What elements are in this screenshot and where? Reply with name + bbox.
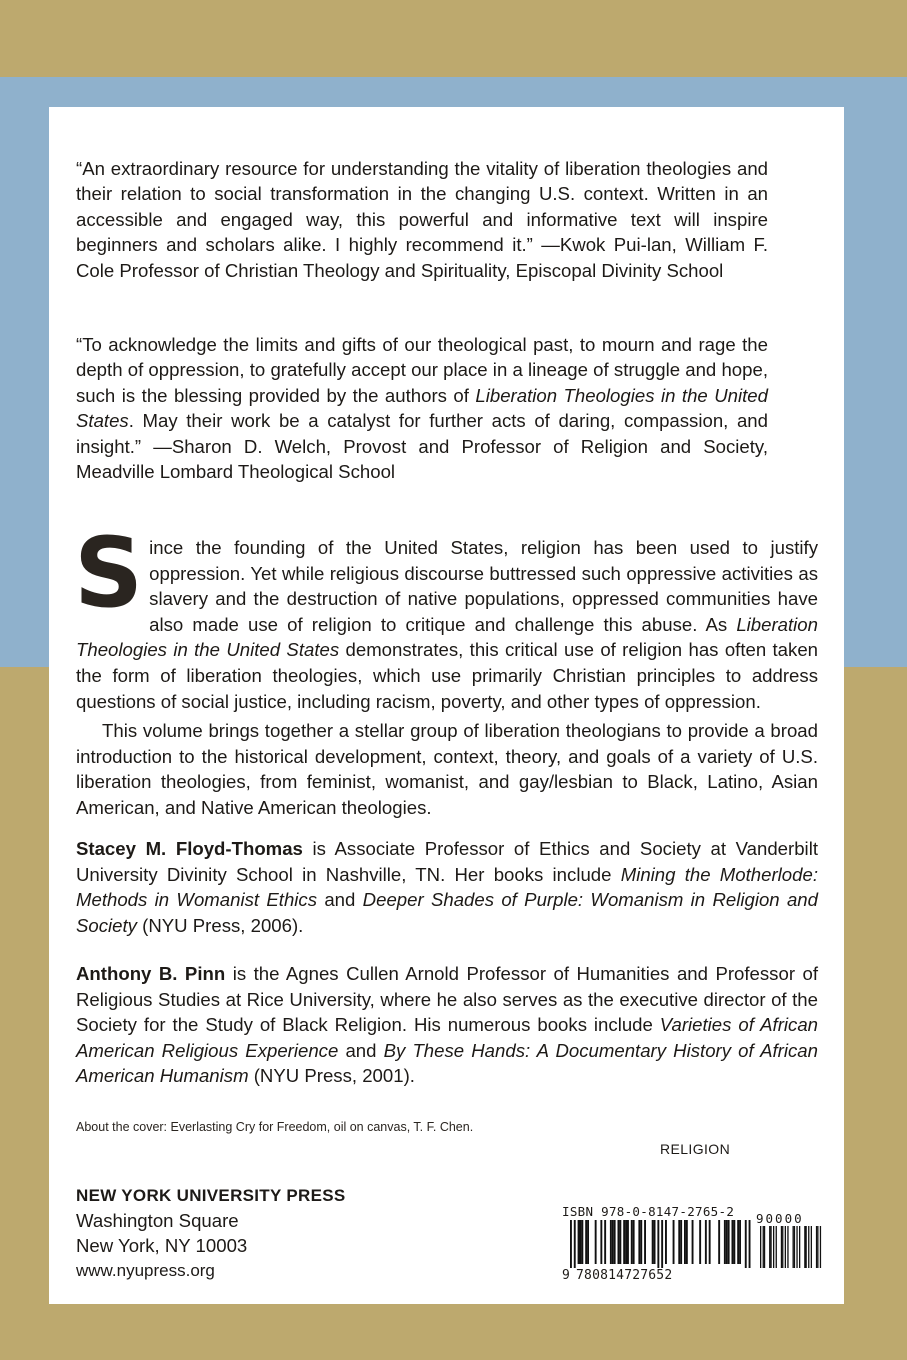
barcode-bar	[604, 1220, 606, 1264]
barcode-addon-bar	[806, 1226, 807, 1268]
barcode-bar	[686, 1220, 688, 1264]
barcode-addon-bar	[816, 1226, 817, 1268]
barcode-addon-bar	[817, 1226, 818, 1268]
publisher-name: NEW YORK UNIVERSITY PRESS	[76, 1186, 346, 1205]
barcode-bar	[618, 1220, 620, 1264]
barcode-bar	[709, 1220, 711, 1264]
quote-2-text: “To acknowledge the limits and gifts of our theological past, to mourn and rage the depth of oppression, to gratefully accept our place in a lineage of struggle and hope, such is the blessing provided by the authors of Liberation Theologies in the United States. May their work be a catalyst for further acts of daring, compassion, and insight.” —Sharon D. Welch, Provost and Professor of Religion and Society, Meadville Lombard Theological School	[76, 334, 768, 483]
barcode-addon-bar	[782, 1226, 783, 1268]
barcode-bar	[610, 1220, 612, 1264]
barcode-bar	[625, 1220, 627, 1264]
quote-1-text: “An extraordinary resource for understanding the vitality of liberation theologies and their relation to social transformation in the changing U.S. context. Written in an accessible and engaged way, this powerful and informative text will inspire beginners and scholars alike. I highly recommend it.” —Kwok Pui-lan, William F. Cole Professor of Christian Theology and Spirituality, Episcopal Divinity School	[76, 158, 768, 281]
barcode-bar	[631, 1220, 633, 1264]
barcode-addon-bar	[760, 1226, 761, 1268]
barcode-bar	[678, 1220, 680, 1264]
barcode-bar	[644, 1220, 646, 1264]
barcode-bar	[733, 1220, 735, 1264]
barcode-bar	[684, 1220, 686, 1264]
barcode-bar	[652, 1220, 654, 1264]
book-description	[74, 517, 819, 821]
barcode-bar	[699, 1220, 701, 1264]
barcode-bar	[726, 1220, 728, 1264]
publisher-address-line-2: New York, NY 10003	[76, 1235, 248, 1256]
barcode-bar	[574, 1220, 576, 1268]
barcode-digits: 9 780814727652	[562, 1268, 673, 1283]
barcode-bar	[724, 1220, 726, 1264]
barcode-bar	[587, 1220, 589, 1264]
barcode-bar	[595, 1220, 597, 1264]
isbn-label: ISBN 978-0-8147-2765-2	[562, 1204, 735, 1219]
barcode-addon-bar	[764, 1226, 765, 1268]
barcode-addon-bar	[770, 1226, 771, 1268]
barcode-bar	[619, 1220, 621, 1264]
barcode-bar	[633, 1220, 635, 1264]
barcode-addon-bar	[811, 1226, 812, 1268]
barcode-addon-bar	[796, 1226, 797, 1268]
publisher-address-line-1: Washington Square	[76, 1210, 239, 1231]
author-name: Anthony B. Pinn	[76, 963, 226, 984]
barcode-addon-bar	[820, 1226, 821, 1268]
endorsement-quote-1	[76, 156, 768, 283]
book-title: Varieties of African American Religious Experience	[76, 1014, 819, 1061]
barcode-addon-bar	[781, 1226, 782, 1268]
barcode-bar	[578, 1220, 580, 1264]
barcode-bar	[661, 1220, 663, 1268]
publisher-block	[76, 1183, 345, 1283]
author-name: Stacey M. Floyd-Thomas	[76, 838, 303, 859]
barcode-bar	[657, 1220, 659, 1268]
barcode-bar	[627, 1220, 629, 1264]
description-paragraph-1: Since the founding of the United States, religion has been used to justify oppression. Yet while religious discourse buttressed such oppressive activities as slavery and the destruction of native populations, oppressed communities have also made use of religion to critique and challenge this abuse. As Liberation Theologies in the United States demonstrates, this critical use of religion has often taken the form of liberation theologies, which use primarily Christian principles to address questions of social justice, including racism, poverty, and other types of oppression.	[74, 517, 819, 712]
barcode-bar	[654, 1220, 656, 1264]
barcode-addon-bar	[794, 1226, 795, 1268]
barcode-bar	[745, 1220, 747, 1268]
barcode-bar	[580, 1220, 582, 1264]
barcode-bar	[640, 1220, 642, 1264]
publisher-website: www.nyupress.org	[76, 1261, 215, 1280]
barcode-addon-bar	[793, 1226, 794, 1268]
barcode-addon-bar	[769, 1226, 770, 1268]
barcode-bar	[749, 1220, 751, 1268]
barcode-bar	[581, 1220, 583, 1264]
barcode-bar	[728, 1220, 730, 1264]
barcode-addon-bar	[808, 1226, 809, 1268]
subject-category: RELIGION	[660, 1141, 731, 1157]
barcode-bar	[614, 1220, 616, 1264]
barcode-addon-bar	[763, 1226, 764, 1268]
book-title: By These Hands: A Documentary History of African American Humanism	[76, 1039, 818, 1087]
barcode-bar	[665, 1220, 667, 1264]
price-code: 90000	[756, 1211, 804, 1226]
barcode-bar	[680, 1220, 682, 1264]
barcode-bar	[718, 1220, 720, 1264]
isbn-barcode	[562, 1204, 827, 1286]
author-bio-pinn: Anthony B. Pinn is the Agnes Cullen Arnold Professor of Humanities and Professor of Religious Studies at Rice University, where he also serves as the executive director of the Society for the Study of Black Religion. His numerous books include Varieties of African American Religious Experience and By These Hands: A Documentary History of African American Humanism (NYU Press, 2001).	[76, 963, 819, 1087]
barcode-addon-bar	[785, 1226, 786, 1268]
book-title: Liberation Theologies in the United States	[76, 613, 818, 661]
barcode-addon-bar	[799, 1226, 800, 1268]
barcode-bar	[739, 1220, 741, 1264]
description-paragraph-2: This volume brings together a stellar group of liberation theologians to provide a broad introduction to the historical development, context, theory, and goals of a variety of U.S. liberation theologies, from feminist, womanist, and gay/lesbian to Black, Latino, Asian American, and Native American theologies.	[76, 720, 818, 818]
barcode-bar	[600, 1220, 602, 1264]
book-title: Mining the Motherlode: Methods in Womanist Ethics	[76, 863, 819, 911]
drop-cap: S	[74, 517, 144, 629]
barcode-bar	[612, 1220, 614, 1264]
barcode-bar	[570, 1220, 572, 1268]
barcode-bar	[705, 1220, 707, 1264]
barcode-bar	[623, 1220, 625, 1264]
author-bio-floyd-thomas: Stacey M. Floyd-Thomas is Associate Professor of Ethics and Society at Vanderbilt University Divinity School in Nashville, TN. Her books include Mining the Motherlode: Methods in Womanist Ethics and Deeper Shades of Purple: Womanism in Religion and Society (NYU Press, 2006).	[76, 838, 819, 936]
barcode-addon-bar	[804, 1226, 805, 1268]
barcode-addon-bar	[787, 1226, 788, 1268]
endorsement-quote-2	[76, 332, 768, 484]
barcode-bar	[638, 1220, 640, 1264]
barcode-bar	[585, 1220, 587, 1264]
barcode-bar	[692, 1220, 694, 1264]
barcode-addon-bar	[773, 1226, 774, 1268]
cover-credit: About the cover: Everlasting Cry for Freedom, oil on canvas, T. F. Chen.	[76, 1120, 474, 1134]
barcode-bars	[562, 1220, 827, 1268]
barcode-bar	[732, 1220, 734, 1264]
book-title: Liberation Theologies in the United States	[76, 384, 768, 432]
barcode-addon-bar	[776, 1226, 777, 1268]
book-title: Deeper Shades of Purple: Womanism in Religion and Society	[76, 889, 818, 936]
barcode-bar	[673, 1220, 675, 1264]
barcode-bar	[737, 1220, 739, 1264]
